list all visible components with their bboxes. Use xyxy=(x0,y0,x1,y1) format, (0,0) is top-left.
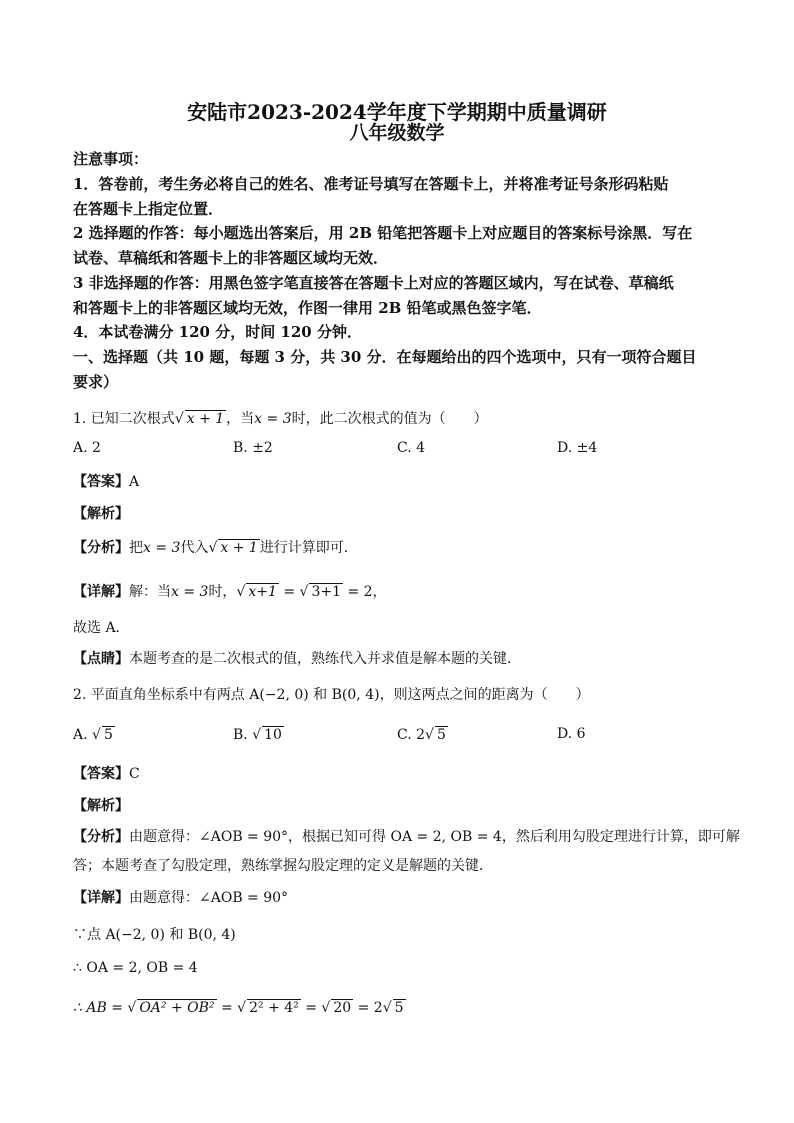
notice-item: 2 选择题的作答：每小题选出答案后，用 2B 铅笔把答题卡上对应题目的答案标号涂黑．写在 xyxy=(73,224,693,242)
notice-item: 3 非选择题的作答：用黑色签字笔直接答在答题卡上对应的答题区域内，写在试卷、草稿纸 xyxy=(73,274,674,292)
option-c: C. 4 xyxy=(397,440,426,456)
option-a: A. 2 xyxy=(73,440,101,456)
detail-line: ∴ AB = √ OA² + OB² = √ 2² + 4² = √ 20 = 2√ 5 xyxy=(73,1000,404,1016)
question-1-stem: 1. 已知二次根式√ x + 1 ，当x = 3时，此二次根式的值为（ ） xyxy=(73,411,488,427)
analysis-label: 【解析】 xyxy=(73,798,129,814)
fenxi-line: 【分析】由题意得：∠AOB = 90°，根据已知可得 OA = 2, OB = 4，然后利用勾股定理进行计算，即可解 xyxy=(73,829,740,845)
notice-heading: 注意事项： xyxy=(73,150,149,168)
page-subtitle: 八年级数学 xyxy=(349,122,445,144)
detail-line: ∴ OA = 2, OB = 4 xyxy=(73,960,198,976)
notice-item: 1．答卷前，考生务必将自己的姓名、准考证号填写在答题卡上，并将准考证号条形码粘贴 xyxy=(73,175,669,193)
question-2-stem: 2. 平面直角坐标系中有两点 A(−2, 0) 和 B(0, 4)，则这两点之间的距离为（ ） xyxy=(73,687,590,703)
option-d: D. 6 xyxy=(557,726,586,742)
sqrt-expression: x + 1 xyxy=(186,411,225,427)
option-c: C. 2√ 5 xyxy=(397,727,446,743)
page-title: 安陆市2023-2024学年度下学期期中质量调研 xyxy=(187,100,607,124)
option-b: B. √ 10 xyxy=(233,727,282,743)
section-heading: 一、选择题（共 10 题，每题 3 分，共 30 分．在每题给出的四个选项中，只有一项符合题目 xyxy=(73,348,697,366)
option-d: D. ±4 xyxy=(557,440,598,456)
detail-line: 【详解】由题意得：∠AOB = 90° xyxy=(73,890,289,906)
notice-item: 和答题卡上的非答题区域均无效，作图一律用 2B 铅笔或黑色签字笔． xyxy=(73,299,542,317)
option-b: B. ±2 xyxy=(233,440,273,456)
answer-line: 【答案】C xyxy=(73,766,140,782)
notice-item: 试卷、草稿纸和答题卡上的非答题区域均无效． xyxy=(73,249,389,267)
notice-item: 在答题卡上指定位置． xyxy=(73,200,224,218)
analysis-label: 【解析】 xyxy=(73,506,129,522)
option-a: A. √ 5 xyxy=(73,727,113,743)
answer-line: 【答案】A xyxy=(73,474,140,490)
fenxi-line-cont: 答；本题考查了勾股定理，熟练掌握勾股定理的定义是解题的关键． xyxy=(73,858,493,874)
conclusion-line: 故选 A． xyxy=(73,620,130,636)
notice-item: 4．本试卷满分 120 分，时间 120 分钟． xyxy=(73,323,362,341)
detail-line: ∵点 A(−2, 0) 和 B(0, 4) xyxy=(73,927,236,943)
fenxi-line: 【分析】把x = 3代入√ x + 1 进行计算即可． xyxy=(73,540,358,556)
section-heading-cont: 要求） xyxy=(73,373,119,391)
detail-line: 【详解】解：当x = 3时，√ x+1 = √ 3+1 = 2， xyxy=(73,584,387,600)
comment-line: 【点睛】本题考查的是二次根式的值，熟练代入并求值是解本题的关键． xyxy=(73,651,521,667)
